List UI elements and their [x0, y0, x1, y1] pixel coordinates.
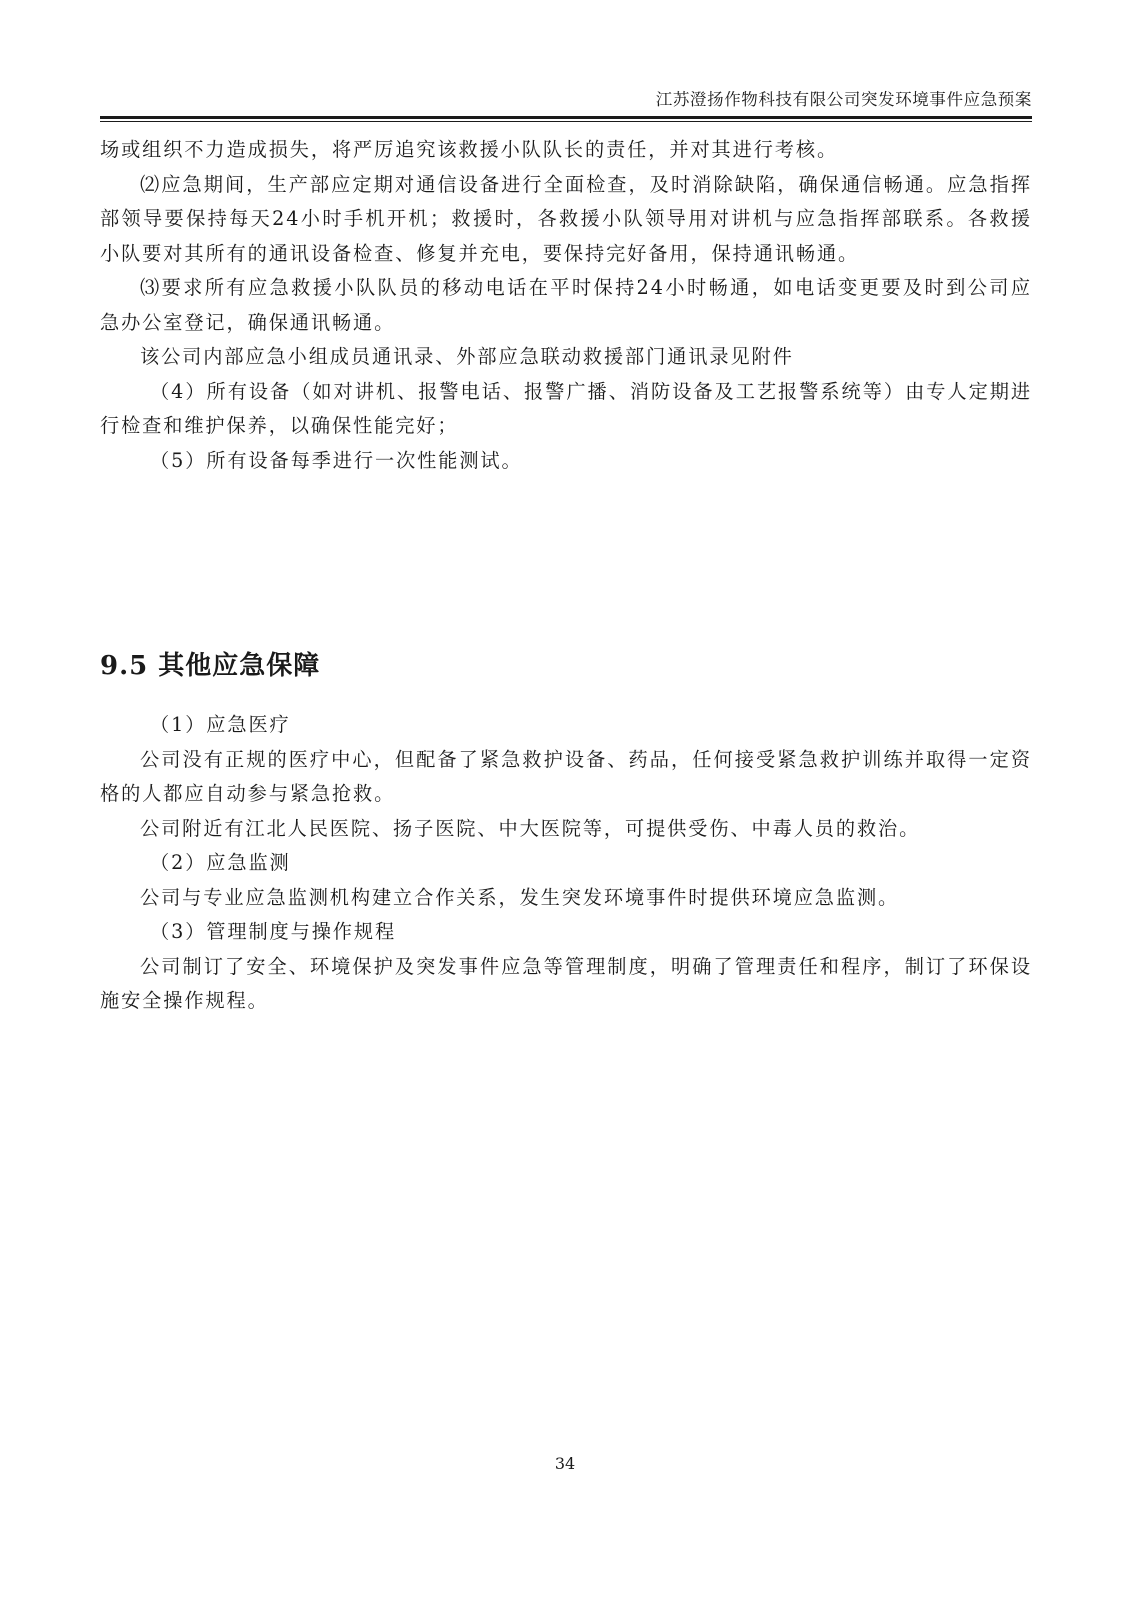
page-number: 34	[554, 1454, 576, 1473]
body-text	[100, 133, 1032, 478]
subheading-monitoring: （2）应急监测	[150, 851, 291, 874]
paragraph-hospitals: 公司附近有江北人民医院、扬子医院、中大医院等，可提供受伤、中毒人员的救治。	[140, 816, 921, 840]
paragraph-item-5: （5）所有设备每季进行一次性能测试。	[150, 448, 523, 472]
header-divider-thin	[100, 121, 1032, 122]
subheading-management: （3）管理制度与操作规程	[150, 920, 397, 943]
subheading-medical: （1）应急医疗	[150, 713, 291, 736]
paragraph-medical: 公司没有正规的医疗中心，但配备了紧急救护设备、药品，任何接受紧急救护训练并取得一定资格的人都应自动参与紧急抢救。	[100, 747, 1032, 805]
paragraph-monitoring: 公司与专业应急监测机构建立合作关系，发生突发环境事件时提供环境应急监测。	[140, 885, 900, 909]
paragraph-item-2: ⑵应急期间，生产部应定期对通信设备进行全面检查，及时消除缺陷，确保通信畅通。应急指挥部领导要保持每天24小时手机开机；救援时，各救援小队领导用对讲机与应急指挥部联系。各救援小队要对其所有的通讯设备检查、修复并充电，要保持完好备用，保持通讯畅通。	[100, 172, 1032, 265]
section-body	[100, 708, 1032, 1019]
paragraph-contacts-note: 该公司内部应急小组成员通讯录、外部应急联动救援部门通讯录见附件	[140, 345, 794, 368]
page-header-title: 江苏澄扬作物科技有限公司突发环境事件应急预案	[655, 90, 1032, 109]
paragraph-management: 公司制订了安全、环境保护及突发事件应急等管理制度，明确了管理责任和程序，制订了环保设施安全操作规程。	[100, 954, 1032, 1012]
header-divider-thick	[100, 116, 1032, 119]
paragraph-item-4: （4）所有设备（如对讲机、报警电话、报警广播、消防设备及工艺报警系统等）由专人定期进行检查和维护保养，以确保性能完好；	[100, 379, 1032, 437]
paragraph-continuation: 场或组织不力造成损失，将严厉追究该救援小队队长的责任，并对其进行考核。	[100, 138, 839, 161]
paragraph-item-3: ⑶要求所有应急救援小队队员的移动电话在平时保持24小时畅通，如电话变更要及时到公司应急办公室登记，确保通讯畅通。	[100, 276, 1032, 334]
section-heading: 9.5 其他应急保障	[100, 651, 321, 681]
